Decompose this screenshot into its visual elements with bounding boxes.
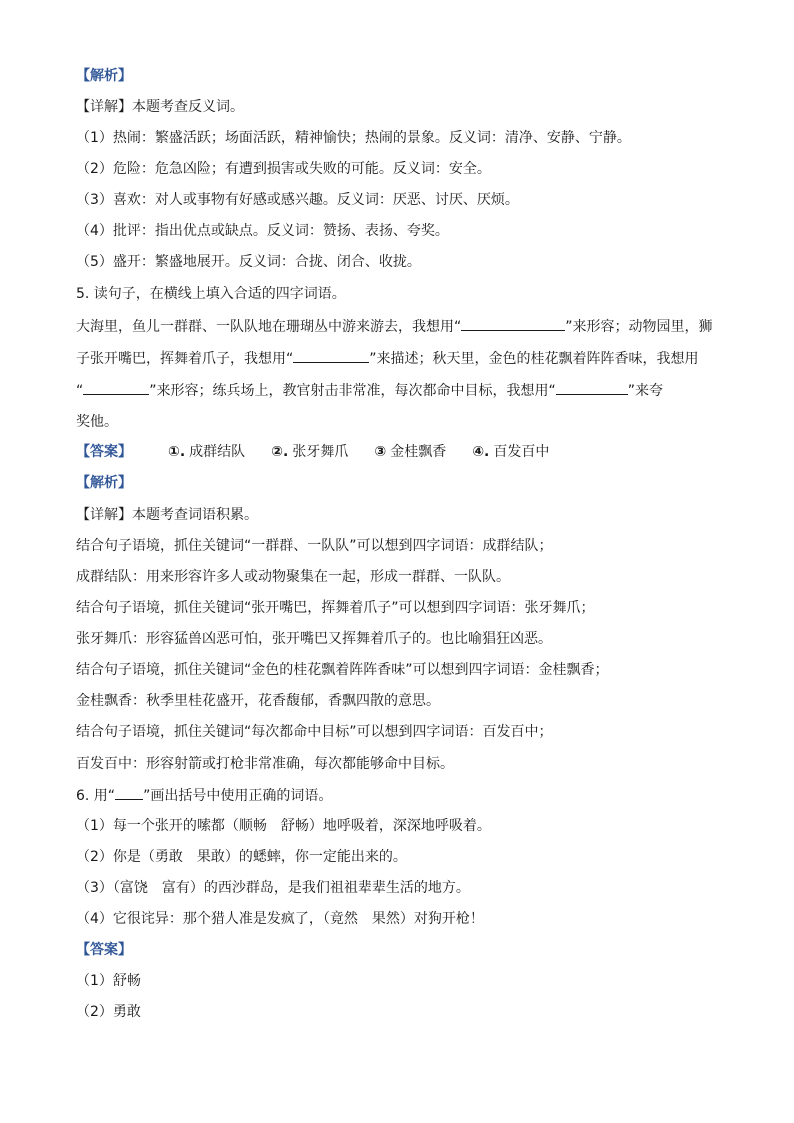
question-5-line-2: 子张开嘴巴，挥舞着爪子，我想用“ ”来描述；秋天里，金色的桂花飘着阵阵香味，我想用 [76, 348, 699, 369]
question-5-line-3: “ ”来形容；练兵场上，教官射击非常准，每次都命中目标，我想用“ ”来夸 [76, 380, 663, 401]
answer-item: ①. 成群结队 [168, 444, 246, 460]
answer-tag: 【答案】 [76, 942, 132, 958]
question-5-line-4: 奖他。 [76, 414, 118, 430]
answer-tag: 【答案】 [76, 444, 132, 460]
antonym-line-1: （1）热闹：繁盛活跃；场面活跃，精神愉快；热闹的景象。反义词：清净、安静、宁静。 [76, 130, 631, 146]
answer-line-1: （1）舒畅 [76, 973, 141, 989]
question-6-title: 6. 用“ ”画出括号中使用正确的词语。 [76, 785, 332, 806]
fill-blank-4[interactable] [556, 380, 628, 395]
underline-sample [115, 785, 143, 800]
explanation-line-3: 结合句子语境，抓住关键词“张开嘴巴，挥舞着爪子”可以想到四字词语：张牙舞爪； [76, 600, 595, 616]
fill-blank-2[interactable] [293, 348, 369, 363]
answer-item: ③ 金桂飘香 [374, 444, 447, 460]
explanation-line-5: 结合句子语境，抓住关键词“金色的桂花飘着阵阵香味”可以想到四字词语：金桂飘香； [76, 662, 609, 678]
answer-item: ④. 百发百中 [472, 444, 550, 460]
question-5-line-1: 大海里，鱼儿一群群、一队队地在珊瑚丛中游来游去，我想用“ ”来形容；动物园里，狮 [76, 316, 713, 337]
fill-blank-3[interactable] [83, 380, 149, 395]
question-6-line-2: （2）你是（勇敢 果敢）的蟋蟀，你一定能出来的。 [76, 849, 407, 865]
question-5-title: 5. 读句子，在横线上填入合适的四字词语。 [76, 286, 346, 302]
answer-item: ②. 张牙舞爪 [271, 444, 349, 460]
explanation-line-1: 结合句子语境，抓住关键词“一群群、一队队”可以想到四字词语：成群结队； [76, 538, 553, 554]
detail-heading: 【详解】本题考查词语积累。 [76, 507, 258, 523]
question-6-line-3: （3）（富饶 富有）的西沙群岛，是我们祖祖辈辈生活的地方。 [76, 880, 470, 896]
antonym-line-5: （5）盛开：繁盛地展开。反义词：合拢、闭合、收拢。 [76, 254, 421, 270]
fill-blank-1[interactable] [461, 316, 565, 331]
antonym-line-3: （3）喜欢：对人或事物有好感或感兴趣。反义词：厌恶、讨厌、厌烦。 [76, 192, 519, 208]
antonym-line-4: （4）批评：指出优点或缺点。反义词：赞扬、表扬、夸奖。 [76, 223, 449, 239]
question-6-line-4: （4）它很诧异：那个猎人准是发疯了，（竟然 果然）对狗开枪！ [76, 911, 484, 927]
explanation-line-8: 百发百中：形容射箭或打枪非常准确，每次都能够命中目标。 [76, 756, 454, 772]
analysis-tag: 【解析】 [76, 475, 132, 491]
answer-line-2: （2）勇敢 [76, 1004, 141, 1020]
antonym-line-2: （2）危险：危急凶险；有遭到损害或失败的可能。反义词：安全。 [76, 161, 491, 177]
analysis-tag: 【解析】 [76, 68, 132, 84]
explanation-line-4: 张牙舞爪：形容猛兽凶恶可怕，张开嘴巴又挥舞着爪子的。也比喻猖狂凶恶。 [76, 631, 552, 647]
question-6-line-1: （1）每一个张开的嗦都（顺畅 舒畅）地呼吸着，深深地呼吸着。 [76, 818, 491, 834]
detail-heading: 【详解】本题考查反义词。 [76, 99, 244, 115]
explanation-line-2: 成群结队：用来形容许多人或动物聚集在一起，形成一群群、一队队。 [76, 569, 510, 585]
answer-row-5 [76, 442, 575, 462]
explanation-line-6: 金桂飘香：秋季里桂花盛开，花香馥郁，香飘四散的意思。 [76, 693, 440, 709]
explanation-line-7: 结合句子语境，抓住关键词“每次都命中目标”可以想到四字词语：百发百中； [76, 724, 553, 740]
